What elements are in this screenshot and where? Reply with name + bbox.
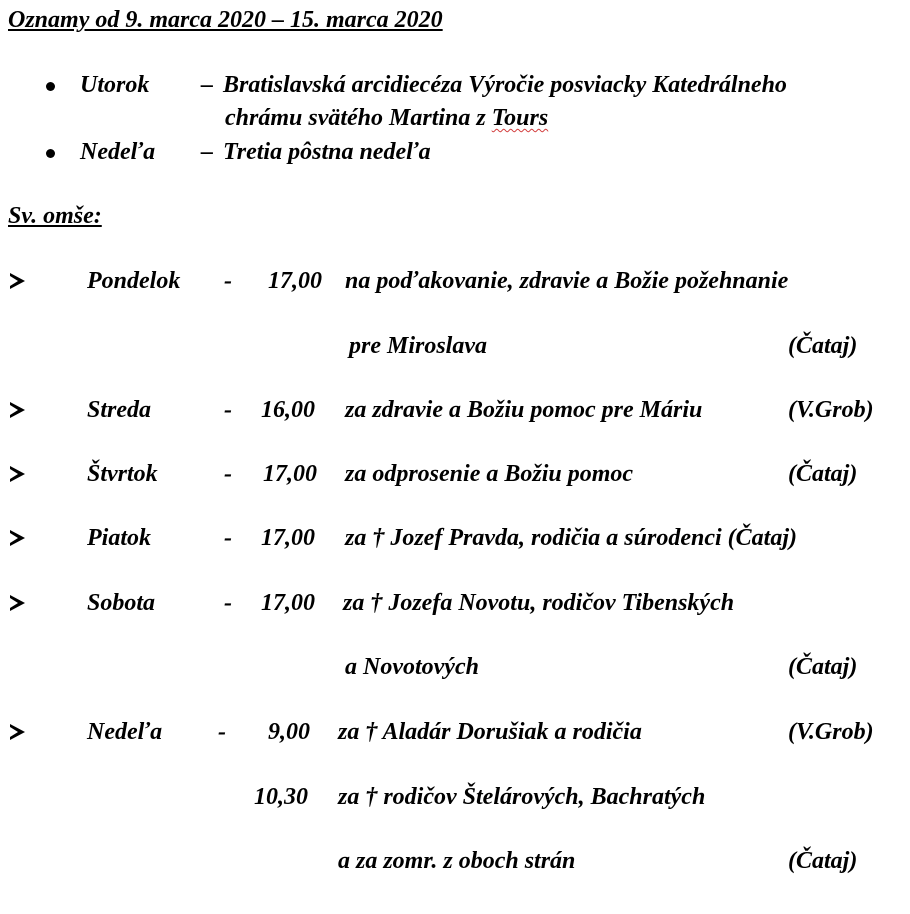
mass-day: Pondelok: [87, 268, 181, 294]
arrow-bullet-icon: [10, 724, 25, 740]
bullet-day: Utorok: [80, 72, 150, 98]
mass-day: Streda: [87, 397, 152, 423]
mass-intention: za odprosenie a Božiu pomoc: [345, 461, 634, 487]
bullet-dot-icon: [46, 149, 55, 158]
bullet-text-continued: [225, 106, 548, 130]
mass-dash: -: [224, 268, 232, 294]
mass-intention: na poďakovanie, zdravie a Božie požehnanie: [345, 268, 789, 294]
mass-time: 16,00: [261, 397, 315, 423]
arrow-bullet-icon: [10, 402, 25, 418]
mass-place: (Čataj): [788, 848, 858, 874]
spellcheck-flagged-word: Tours: [491, 105, 549, 131]
mass-day: Piatok: [87, 525, 151, 551]
bullet-text-prefix: chrámu svätého Martina z: [225, 105, 492, 131]
arrow-bullet-icon: [10, 530, 25, 546]
mass-intention: za † Jozef Pravda, rodičia a súrodenci (Čataj): [345, 525, 797, 551]
mass-intention: za zdravie a Božiu pomoc pre Máriu: [345, 397, 703, 423]
arrow-bullet-icon: [10, 595, 25, 611]
bullet-dash: –: [201, 139, 213, 165]
mass-time: 17,00: [263, 461, 317, 487]
mass-intention: za † Aladár Dorušiak a rodičia: [338, 719, 642, 745]
mass-time: 9,00: [268, 719, 310, 745]
mass-dash: -: [218, 719, 226, 745]
bullet-text: Tretia pôstna nedeľa: [223, 139, 431, 165]
mass-time: 10,30: [254, 784, 308, 810]
mass-dash: -: [224, 525, 232, 551]
mass-dash: -: [224, 397, 232, 423]
bullet-day: Nedeľa: [80, 139, 156, 165]
page-title: Oznamy od 9. marca 2020 – 15. marca 2020: [8, 7, 443, 33]
bullet-dash: –: [201, 72, 213, 98]
mass-day: Štvrtok: [87, 461, 158, 487]
mass-intention-continued: a Novotových: [345, 654, 479, 680]
masses-heading: Sv. omše:: [8, 203, 102, 229]
arrow-bullet-icon: [10, 273, 25, 289]
mass-place: (Čataj): [788, 654, 858, 680]
mass-day: Nedeľa: [87, 719, 163, 745]
mass-dash: -: [224, 590, 232, 616]
mass-time: 17,00: [268, 268, 322, 294]
mass-day: Sobota: [87, 590, 156, 616]
mass-intention-continued: pre Miroslava: [349, 333, 487, 359]
mass-intention-continued: a za zomr. z oboch strán: [338, 848, 576, 874]
arrow-bullet-icon: [10, 466, 25, 482]
bullet-text: Bratislavská arcidiecéza Výročie posviacky Katedrálneho: [223, 72, 787, 98]
mass-place: (Čataj): [788, 461, 858, 487]
mass-time: 17,00: [261, 525, 315, 551]
mass-time: 17,00: [261, 590, 315, 616]
mass-intention: za † rodičov Štelárových, Bachratých: [338, 784, 706, 810]
mass-intention: za † Jozefa Novotu, rodičov Tibenských: [343, 590, 735, 616]
mass-place: (Čataj): [788, 333, 858, 359]
mass-place: (V.Grob): [788, 719, 874, 745]
bullet-dot-icon: [46, 82, 55, 91]
mass-place: (V.Grob): [788, 397, 874, 423]
mass-dash: -: [224, 461, 232, 487]
